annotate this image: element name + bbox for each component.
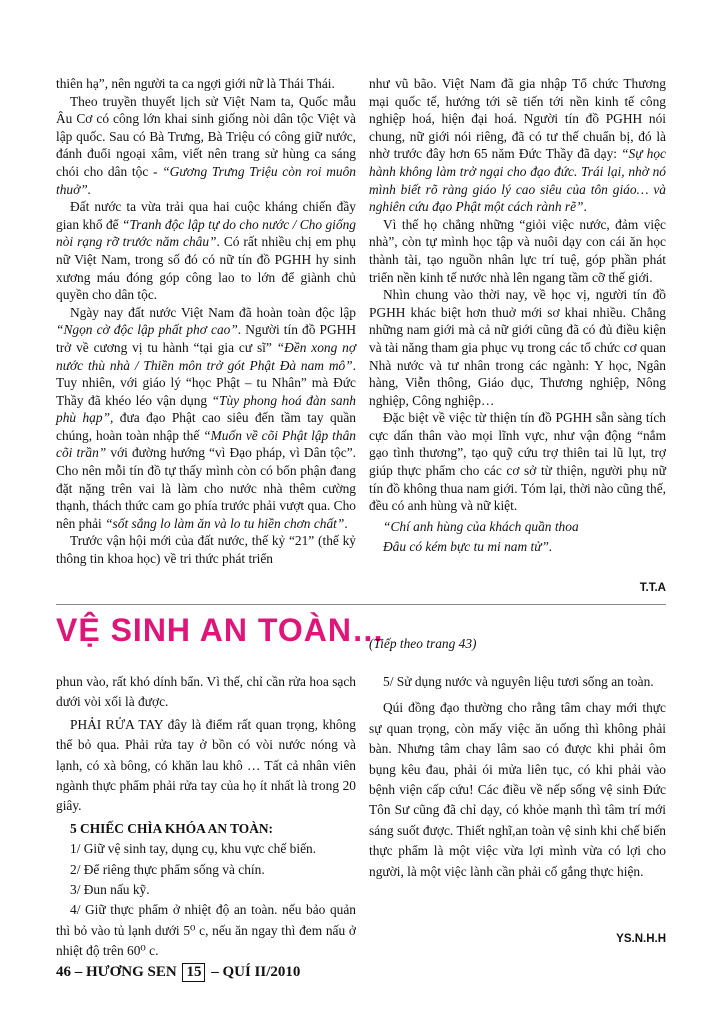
paragraph: Đặc biệt về việc từ thiện tín đồ PGHH sẵn sàng tích cực dấn thân vào mọi lĩnh vực, như vận động “nắm gạo tình thương”, tạo quỹ cứu trợ thiên tai lũ lụt, trợ giúp thực phẩm cho các cơ sở từ thiện, người phụ nữ tín đồ không thua nam giới. Tóm lại, thời nào cũng thế, đều có anh hùng và nữ kiệt. xyxy=(369,410,666,514)
footer-page-label: 46 – HƯƠNG SEN xyxy=(56,964,177,980)
paragraph: Nhìn chung vào thời nay, về học vị, người tín đồ PGHH khác biệt hơn thuở mới sơ khai nhiều. Chẳng những nam giới mà cả nữ giới cũng đã có đủ điều kiện và tài năng tham gia phục vụ trong các tổ chức cơ quan Nhà nước và tư nhân trong các ngành: Y học, Ngân hàng, Viễn thông, Giáo dục, Thương nghiệp, Nông nghiệp, Công nghiệp… xyxy=(369,287,666,408)
paragraph: PHẢI RỬA TAY đây là điểm rất quan trọng, không thể bỏ qua. Phải rửa tay ở bồn có vòi nước nóng và lạnh, có xà bông, có khăn lau khô … Tất cả nhân viên ngành thực phẩm phải rửa tay của họ ít nhất là trong 20 giây. xyxy=(56,716,356,814)
author-signature: YS.N.H.H xyxy=(616,933,666,945)
paragraph: Ngày nay đất nước Việt Nam đã hoàn toàn độc lập “Ngọn cờ độc lập phất phơ cao”. Người tín đồ PGHH trở về cương vị tu hành “tại gia cư sĩ” “Đền xong nợ nước thù nhà / Thiền môn trở gót Phật Đà nam mô”. Tuy nhiên, với giáo lý “học Phật – tu Nhân” mà Đức Thầy đã khéo léo vận dụng “Tùy phong hoá đàn sanh phù hạp”, đưa đạo Phật cao siêu đến tầm tay quần chúng, hoàn toàn nhập thế “Muốn về cõi Phật lập thân cõi trần” với đường hướng “vì Đạo pháp, vì Dân tộc”. Cho nên mỗi tín đồ tự thấy mình còn có bổn phận đang đặt nặng trên vai là làm cho nước nhà thêm cường thạnh, thách thức cam go phía trước phải vượt qua. Cho nên phải “sốt sắng lo làm ăn và lo tu hiền chơn chất”. xyxy=(56,304,357,531)
article-column-4 xyxy=(369,672,666,882)
quote: “Gương Trưng Triệu còn roi muôn thuở”. xyxy=(56,163,356,197)
issue-number-box: 15 xyxy=(182,963,205,982)
list-item: 5/ Sử dụng nước và nguyên liệu tươi sống an toàn. xyxy=(383,674,654,689)
paragraph: Đất nước ta vừa trải qua hai cuộc kháng chiến đầy gian khổ để “Tranh độc lập tự do cho nước / Cho giống nòi rạng rỡ trước năm châu”. Có rất nhiều chị em phụ nữ Việt Nam, trong số đó có nữ tín đồ PGHH hy sinh xương máu đóng góp công lao to lớn để giành chủ quyền cho dân tộc. xyxy=(56,199,356,303)
list-item: 2/ Để riêng thực phẩm sống và chín. xyxy=(70,861,265,877)
quote: “Tranh độc lập tự do cho nước / Cho giống nòi rạng rỡ trước năm châu” xyxy=(56,216,356,250)
article-column-3 xyxy=(56,672,356,962)
quote: “Sự học hành không làm trở ngại cho đạo đức. Trái lại, nhờ nó mình biết rõ ràng giáo lý cao siêu của tôn giáo… và nghiên cứu đạo Phật một cách rành rẽ” xyxy=(369,146,666,215)
author-signature: T.T.A xyxy=(639,582,666,594)
list-item: 3/ Đun nấu kỹ. xyxy=(70,882,150,898)
verse-line: Đâu có kém bực tu mi nam tử”. xyxy=(383,539,553,555)
section-divider xyxy=(56,604,666,605)
quote: “Muốn về cõi Phật lập thân cõi trần” xyxy=(56,427,356,461)
list-item: 1/ Giữ vệ sinh tay, dụng cụ, khu vực chế biến. xyxy=(70,841,317,857)
quote: “Đền xong nợ nước thù nhà / Thiền môn trở gót Phật Đà nam mô” xyxy=(56,339,356,373)
list-item: 4/ Giữ thực phẩm ở nhiệt độ an toàn. nếu bảo quản thì bỏ vào tủ lạnh dưới 5⁰ c, nếu ăn ngay thì đem nấu ở nhiệt độ trên 60⁰ c. xyxy=(56,902,356,959)
article-column-1 xyxy=(56,75,356,568)
paragraph: Vì thế họ chẳng những “giỏi việc nước, đảm việc nhà”, còn tự mình học tập và nuôi dạy con cái ăn học thành tài, tạo nguồn nhân lực trí tuệ, góp phần phát triển nền kinh tế nước nhà lên ngang tầm cỡ thế giới. xyxy=(369,216,666,285)
paragraph: Trước vận hội mới của đất nước, thế kỷ “21” (thế kỷ thông tin khoa học) về tri thức phát triển xyxy=(56,533,356,567)
quote: “sốt sắng lo làm ăn và lo tu hiền chơn chất” xyxy=(105,515,345,531)
section-title: VỆ SINH AN TOÀN… xyxy=(56,612,385,648)
quote: “Tùy phong hoá đàn sanh phù hạp” xyxy=(56,392,356,426)
article-column-2 xyxy=(369,75,666,556)
paragraph: phun vào, rất khó dính bẩn. Vì thế, chỉ cần rửa hoa sạch dưới vòi xối là được. xyxy=(56,674,356,710)
list-heading: 5 CHIẾC CHÌA KHÓA AN TOÀN: xyxy=(70,820,274,836)
page-footer xyxy=(56,963,300,982)
paragraph: thiên hạ”, nên người ta ca ngợi giới nữ là Thái Thái. xyxy=(56,76,335,91)
quote: “Ngọn cờ độc lập phất phơ cao” xyxy=(56,322,238,338)
paragraph: Theo truyền thuyết lịch sử Việt Nam ta, Quốc mẫu Âu Cơ có công lớn khai sinh giống nòi dân tộc Việt và lập quốc. Sau có Bà Trưng, Bà Triệu có công giữ nước, đánh đuổi ngoại xâm, viết nên trang sử hùng ca sáng chói cho dân tộc - “Gương Trưng Triệu còn roi muôn thuở”. xyxy=(56,93,356,197)
paragraph: Qúi đồng đạo thường cho rằng tâm chay mới thực sự quan trọng, còn mấy việc ăn uống thì không phải bàn. Nhưng tâm chay lâm sao có được khi phải ôm bụng kêu đau, phải ói mửa liên tục, có khi phải vào bệnh viện cấp cứu! Các điều về nếp sống vệ sinh Đức Tôn Sư cũng đã chỉ dạy, có khỏe mạnh thì tâm trí mới sáng suốt được. Thiết nghĩ,an toàn vệ sinh khi chế biến thực phẩm là một việc vừa lợi mình vừa có lợi cho người, là một việc lành cần phải cố gắng thực hiện. xyxy=(369,700,666,879)
paragraph: như vũ bão. Việt Nam đã gia nhập Tổ chức Thương mại quốc tế, hướng tới sẽ tiến tới nền kinh tế công nghiệp hoá, hiện đại hoá. Người tín đồ PGHH nói chung, nữ giới nói riêng, đã có tư thế chuẩn bị, đó là nhờ trước đây hơn 65 năm Đức Thầy đã dạy: “Sự học hành không làm trở ngại cho đạo đức. Trái lại, nhờ nó mình biết rõ ràng giáo lý cao siêu của tôn giáo… và nghiên cứu đạo Phật một cách rành rẽ”. xyxy=(369,76,666,215)
verse-line: “Chí anh hùng của khách quần thoa xyxy=(383,518,579,534)
continued-note: (Tiếp theo trang 43) xyxy=(369,636,477,651)
footer-issue-date: – QUÍ II/2010 xyxy=(211,964,301,980)
